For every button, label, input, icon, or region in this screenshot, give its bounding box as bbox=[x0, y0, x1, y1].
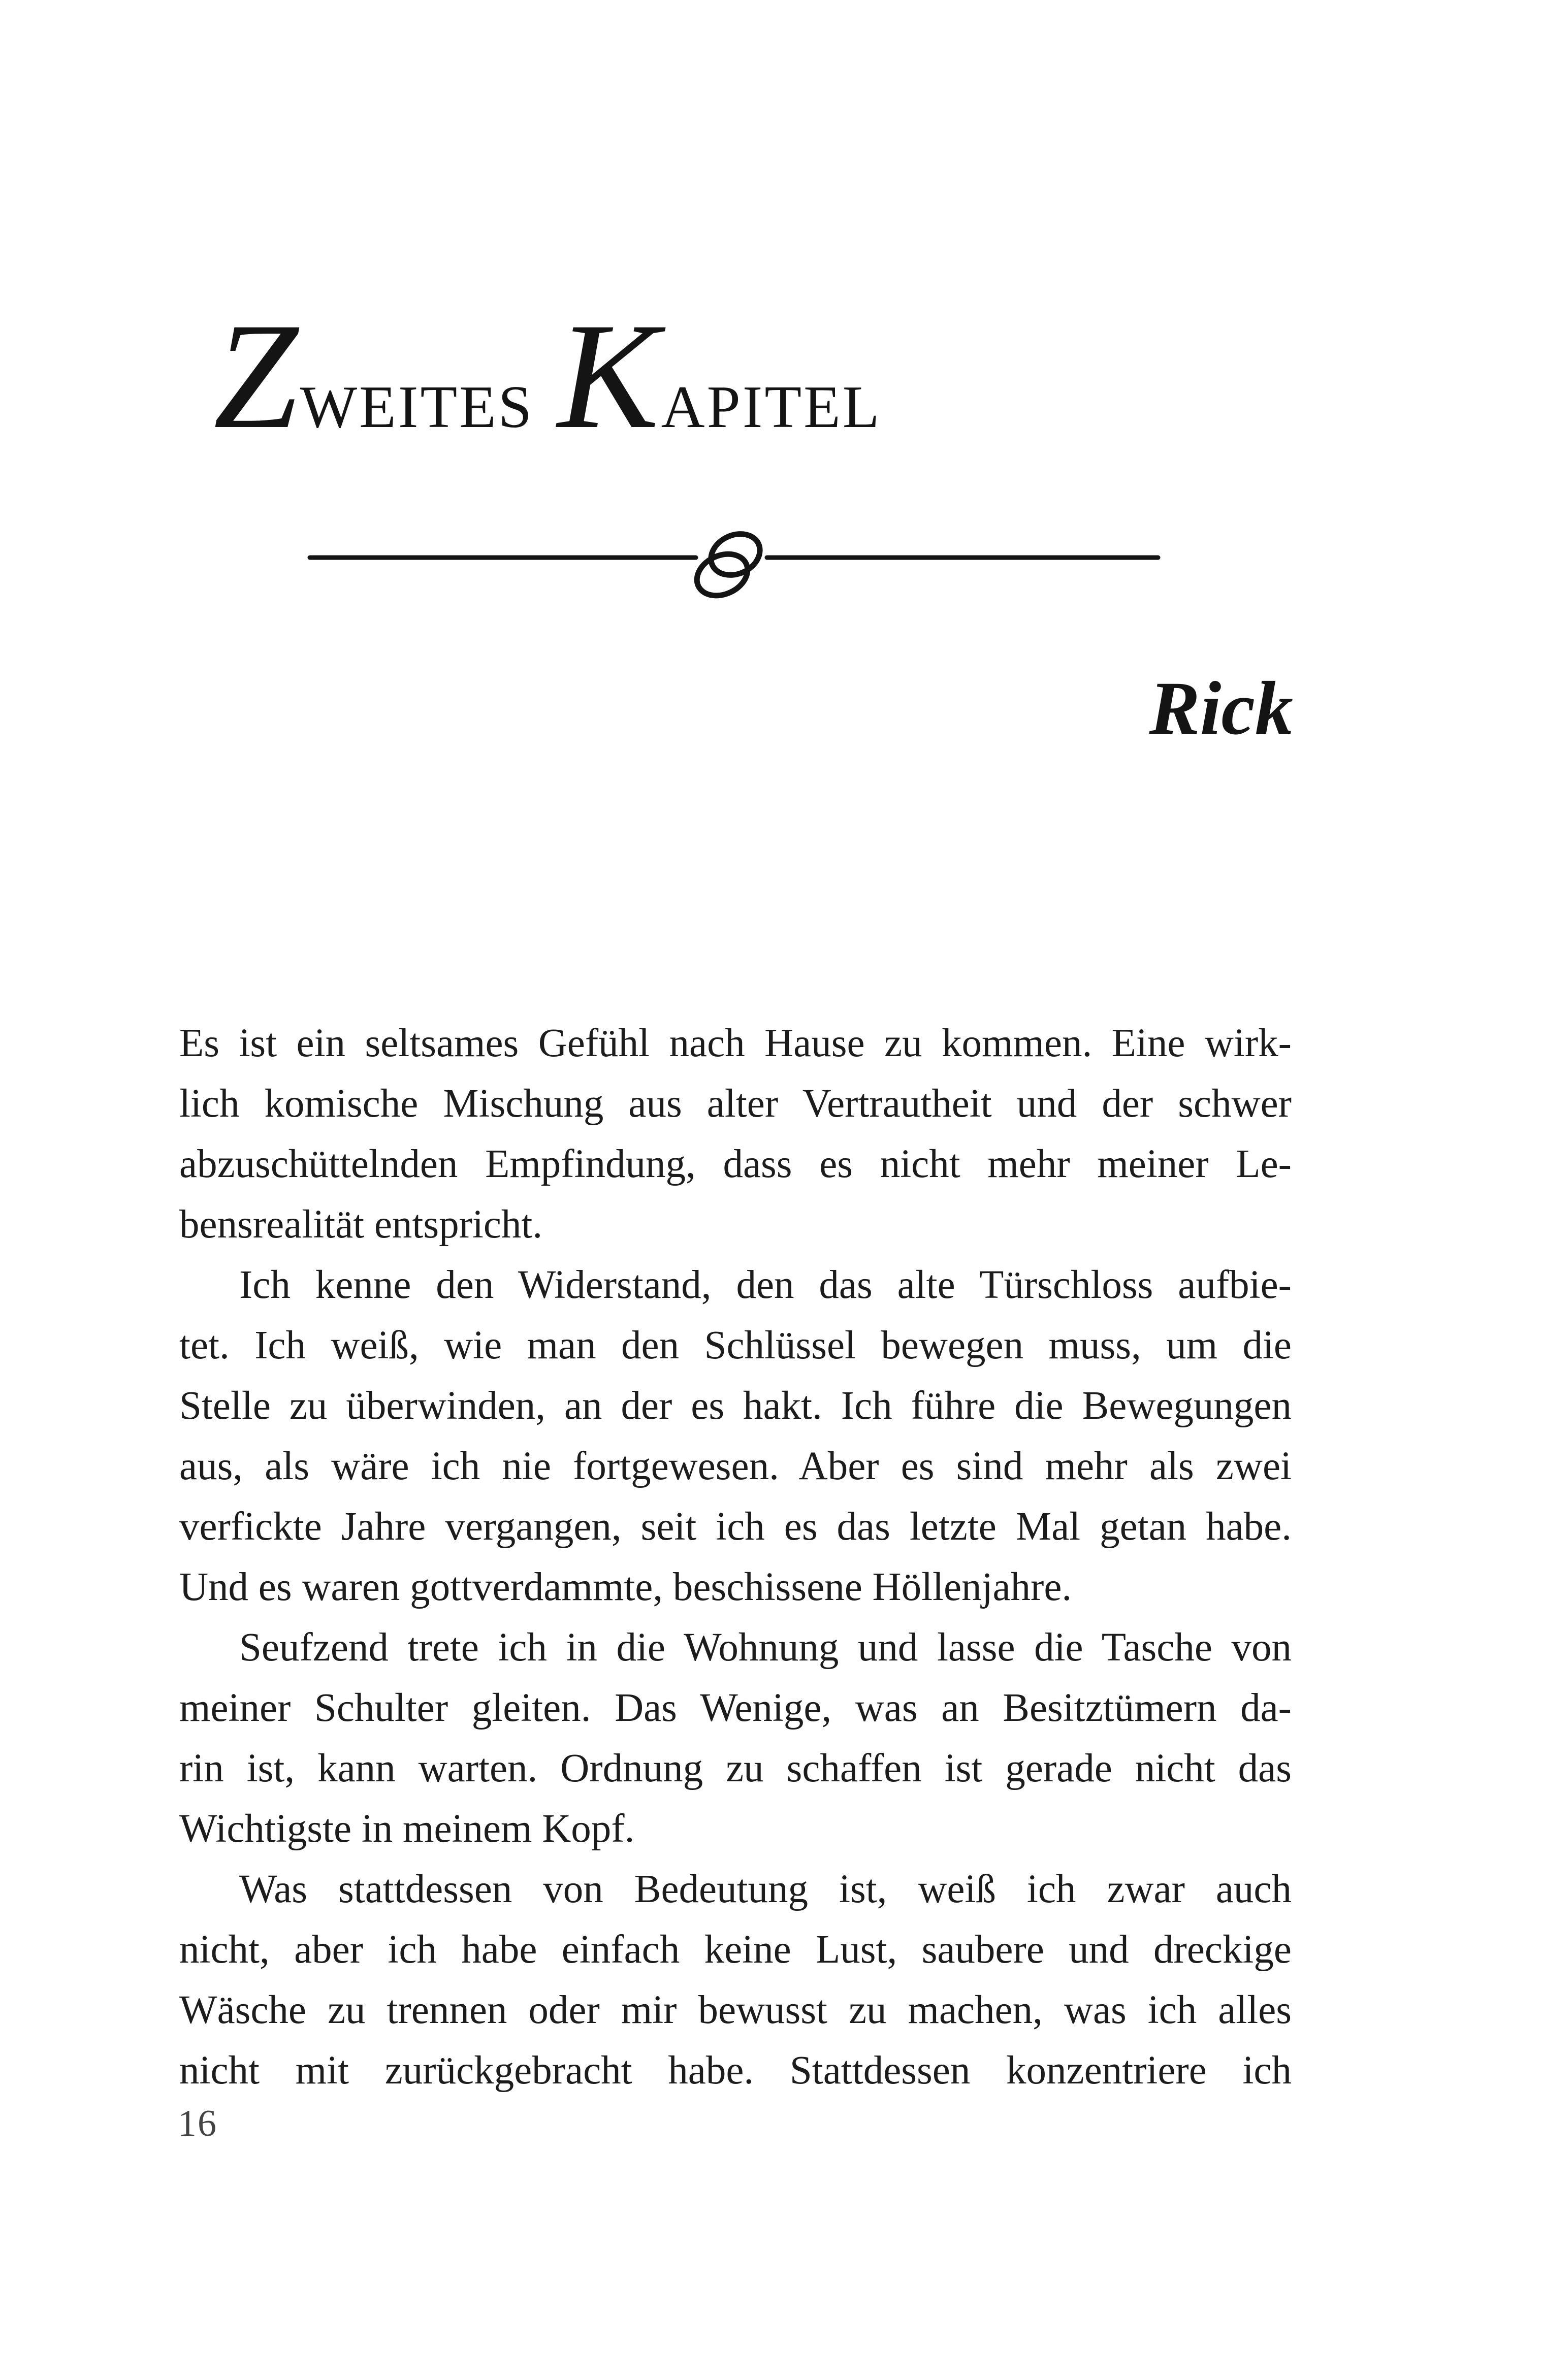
chapter-title-initial-1: Z bbox=[213, 291, 300, 460]
text-line: Und es waren gottverdammte, beschissene Höllenjahre. bbox=[179, 1565, 1072, 1609]
text-line: abzuschüttelnden Empfindung, dass es nicht mehr meiner Le- bbox=[179, 1142, 1292, 1186]
text-line: bensrealität entspricht. bbox=[179, 1202, 543, 1247]
text-line: Stelle zu überwinden, an der es hakt. Ich führe die Bewegungen bbox=[179, 1384, 1292, 1428]
text-line: Wäsche zu trennen oder mir bewusst zu machen, was ich alles bbox=[179, 1988, 1292, 2032]
pov-character-name: Rick bbox=[1149, 666, 1293, 751]
text-line: Was stattdessen von Bedeutung ist, weiß ich zwar auch bbox=[239, 1867, 1292, 1911]
page-number: 16 bbox=[178, 2103, 217, 2144]
text-line: Wichtigste in meinem Kopf. bbox=[179, 1807, 635, 1851]
text-line: tet. Ich weiß, wie man den Schlüssel bewegen muss, um die bbox=[179, 1323, 1292, 1367]
text-line: nicht, aber ich habe einfach keine Lust, saubere und dreckige bbox=[179, 1928, 1292, 1972]
text-line: Es ist ein seltsames Gefühl nach Hause zu kommen. Eine wirk- bbox=[179, 1021, 1292, 1065]
chapter-title-word-1: weites bbox=[300, 350, 534, 446]
text-line: aus, als wäre ich nie fortgewesen. Aber es sind mehr als zwei bbox=[179, 1444, 1292, 1488]
text-line: meiner Schulter gleiten. Das Wenige, was an Besitztümern da- bbox=[179, 1686, 1292, 1730]
text-line: Ich kenne den Widerstand, den das alte Türschloss aufbie- bbox=[239, 1263, 1292, 1307]
chapter-title-word-2: apitel bbox=[661, 350, 882, 446]
text-line: nicht mit zurückgebracht habe. Stattdessen konzentriere ich bbox=[179, 2048, 1292, 2093]
interlocked-rings-divider-icon bbox=[300, 518, 1163, 620]
text-line: verfickte Jahre vergangen, seit ich es das letzte Mal getan habe. bbox=[179, 1505, 1292, 1549]
chapter-title bbox=[213, 291, 1331, 460]
chapter-title-initial-2: K bbox=[557, 291, 661, 460]
text-line: rin ist, kann warten. Ordnung zu schaffen ist gerade nicht das bbox=[179, 1746, 1292, 1790]
text-line: lich komische Mischung aus alter Vertrautheit und der schwer bbox=[179, 1082, 1292, 1126]
text-line: Seufzend trete ich in die Wohnung und lasse die Tasche von bbox=[239, 1625, 1292, 1670]
chapter-body-text bbox=[179, 1013, 1292, 2101]
